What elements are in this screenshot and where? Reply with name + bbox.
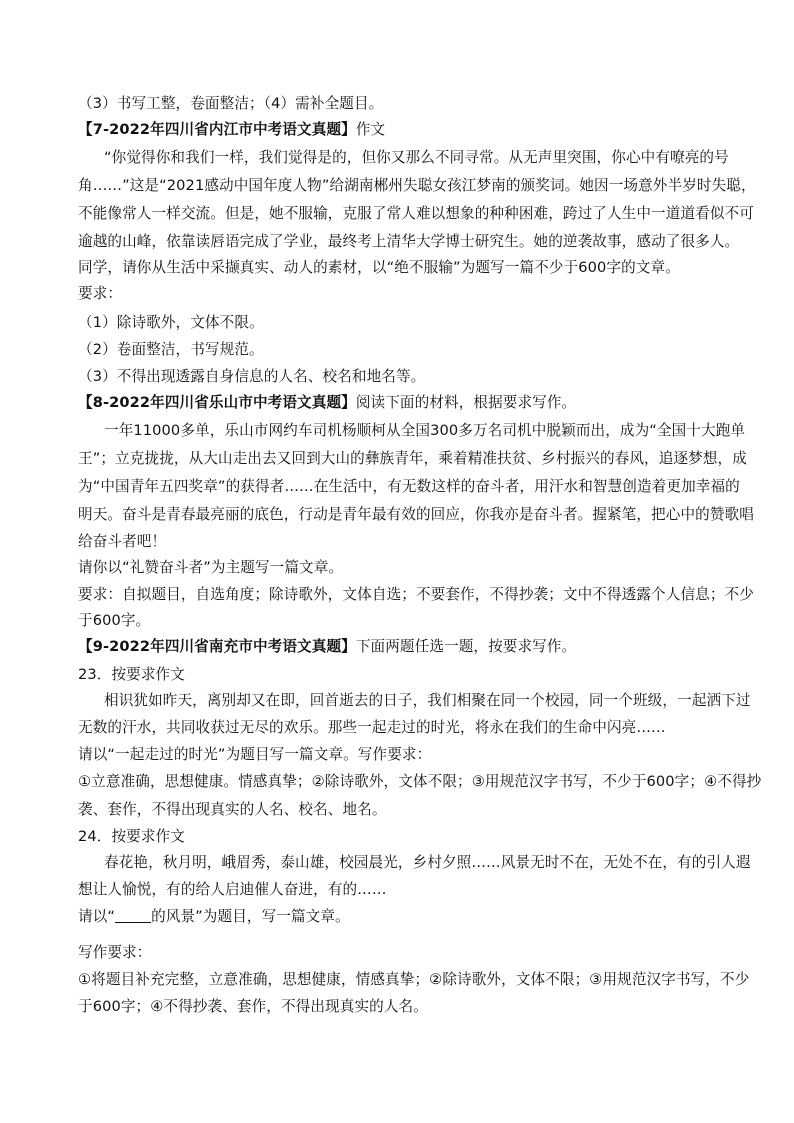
paragraph-line: 给奋斗者吧！ (78, 533, 167, 550)
text-line: 于600字。 (78, 612, 151, 629)
paragraph-line: “你觉得你和我们一样，我们觉得是的，但你又那么不同寻常。从无声里突围，你心中有嘹亮的号 (104, 149, 729, 166)
paragraph-line: 想让人愉悦，有的给人启迪催人奋进，有的…… (78, 881, 387, 898)
question-source-label: 【8-2022年四川省乐山市中考语文真题】 (78, 394, 356, 411)
text-line: ①将题目补充完整，立意准确，思想健康，情感真挚；②除诗歌外，文体不限；③用规范汉字书写，不少 (78, 971, 750, 988)
fill-in-suffix: 的风景”为题目，写一篇文章。 (151, 908, 350, 925)
text-line: ①立意准确，思想健康。情感真挚；②除诗歌外，文体不限；③用规范汉字书写，不少于600字；④不得抄 (78, 773, 762, 790)
section-heading-text: 阅读下面的材料，根据要求写作。 (355, 394, 577, 411)
text-line: 同学，请你从生活中采撷真实、动人的素材，以“绝不服输”为题写一篇不少于600字的文章。 (78, 259, 680, 276)
paragraph-line: 相识犹如昨天，离别却又在即，回首逝去的日子，我们相聚在同一个校园，同一个班级，一起洒下过 (104, 692, 751, 709)
text-line: 于600字；④不得抄袭、套作，不得出现真实的人名。 (78, 998, 428, 1015)
question-source-label: 【9-2022年四川省南充市中考语文真题】 (78, 638, 356, 655)
fill-in-title-line (78, 907, 728, 927)
text-line: 请你以“礼赞奋斗者”为主题写一篇文章。 (78, 559, 344, 576)
paragraph-line: 春花艳，秋月明，峨眉秀，泰山雄，校园晨光，乡村夕照……风景无时不在，无处不在，有的引人遐 (104, 854, 751, 871)
text-line: 要求： (78, 285, 123, 302)
paragraph-line: 为“中国青年五四奖章”的获得者……在生活中，有无数这样的奋斗者，用汗水和智慧创造着更加幸福的 (78, 478, 740, 495)
paragraph-line: 角……”这是“2021感动中国年度人物”给湖南郴州失聪女孩江梦南的颁奖词。她因一场意外半岁时失聪， (78, 177, 756, 194)
question-number: 24．按要求作文 (78, 828, 185, 845)
section-heading (78, 637, 728, 657)
text-line: 请以“一起走过的时光”为题目写一篇文章。写作要求： (78, 746, 432, 763)
list-item: （3）不得出现透露自身信息的人名、校名和地名等。 (78, 368, 426, 385)
text-line: 要求：自拟题目，自选角度；除诗歌外，文体自选；不要套作，不得抄袭；文中不得透露个人信息；不少 (78, 586, 754, 603)
question-source-label: 【7-2022年四川省内江市中考语文真题】 (78, 121, 356, 138)
paragraph-line: 一年11000多单，乐山市网约车司机杨顺柯从全国300多万名司机中脱颖而出，成为“全国十大跑单 (104, 422, 746, 439)
paragraph-line: 不能像常人一样交流。但是，她不服输，克服了常人难以想象的种种困难，跨过了人生中一道道看似不可 (78, 205, 754, 222)
fill-in-blank (115, 908, 151, 923)
list-item: （1）除诗歌外，文体不限。 (78, 314, 264, 331)
paragraph-line: 无数的汗水，共同收获过无尽的欢乐。那些一起走过的时光，将永在我们的生命中闪亮…… (78, 719, 666, 736)
section-heading (78, 393, 728, 413)
paragraph-line: 逾越的山峰，依靠读唇语完成了学业，最终考上清华大学博士研究生。她的逆袭故事，感动了很多人。 (78, 233, 740, 250)
section-heading-text: 作文 (355, 121, 386, 138)
text-line: 袭、套作，不得出现真实的人名、校名、地名。 (78, 801, 387, 818)
paragraph-line: 王”；立克拢拢，从大山走出去又回到大山的彝族青年，乘着精准扶贫、乡村振兴的春风，追逐梦想，成 (78, 450, 747, 467)
question-number: 23．按要求作文 (78, 666, 185, 683)
list-item: （2）卷面整洁，书写规范。 (78, 341, 264, 358)
paragraph-line: 明天。奋斗是青春最亮丽的底色，行动是青年最有效的回应，你我亦是奋斗者。握紧笔，把心中的赞歌唱 (78, 506, 754, 523)
section-heading-text: 下面两题任选一题，按要求写作。 (355, 638, 577, 655)
section-heading (78, 120, 728, 140)
fill-in-prefix: 请以“ (78, 908, 116, 925)
text-line: 写作要求： (78, 944, 152, 961)
text-line: （3）书写工整，卷面整洁；（4）需补全题目。 (78, 95, 384, 112)
